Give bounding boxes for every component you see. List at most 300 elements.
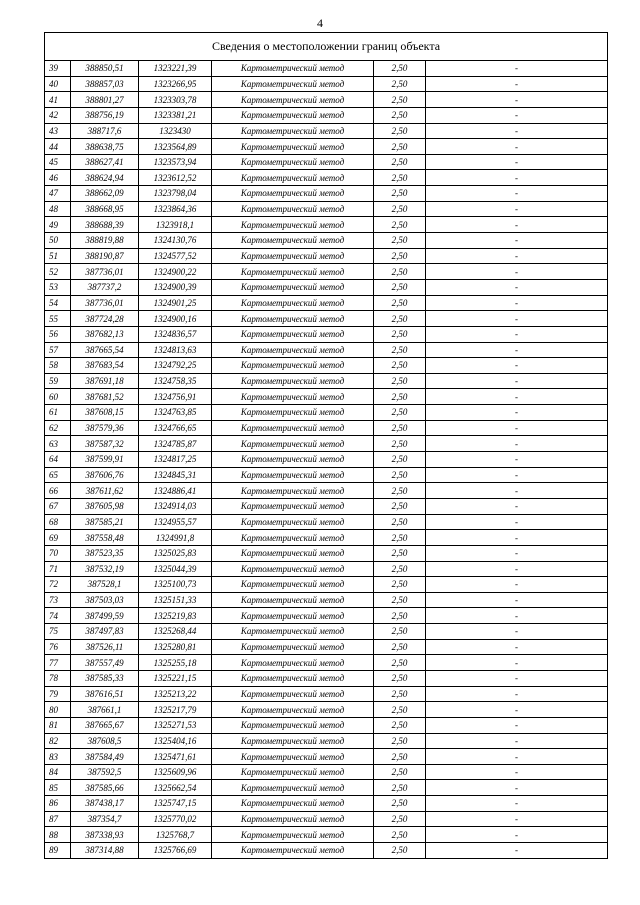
y-coordinate-cell: 1324901,25 xyxy=(139,295,212,311)
method-cell: Картометрический метод xyxy=(212,843,374,859)
table-row xyxy=(45,405,608,421)
y-coordinate-cell: 1325151,33 xyxy=(139,592,212,608)
description-cell: - xyxy=(426,498,608,514)
method-cell: Картометрический метод xyxy=(212,92,374,108)
method-cell: Картометрический метод xyxy=(212,279,374,295)
method-cell: Картометрический метод xyxy=(212,702,374,718)
table-row xyxy=(45,827,608,843)
table-row xyxy=(45,561,608,577)
point-number-cell: 50 xyxy=(45,233,71,249)
point-number-cell: 68 xyxy=(45,514,71,530)
description-cell: - xyxy=(426,764,608,780)
point-number-cell: 72 xyxy=(45,577,71,593)
precision-cell: 2,50 xyxy=(374,76,426,92)
description-cell: - xyxy=(426,373,608,389)
x-coordinate-cell: 387599,91 xyxy=(71,452,139,468)
method-cell: Картометрический метод xyxy=(212,139,374,155)
x-coordinate-cell: 388857,03 xyxy=(71,76,139,92)
point-number-cell: 69 xyxy=(45,530,71,546)
x-coordinate-cell: 387608,15 xyxy=(71,405,139,421)
method-cell: Картометрический метод xyxy=(212,827,374,843)
point-number-cell: 48 xyxy=(45,201,71,217)
y-coordinate-cell: 1324766,65 xyxy=(139,420,212,436)
method-cell: Картометрический метод xyxy=(212,796,374,812)
point-number-cell: 73 xyxy=(45,592,71,608)
precision-cell: 2,50 xyxy=(374,717,426,733)
table-row xyxy=(45,436,608,452)
precision-cell: 2,50 xyxy=(374,358,426,374)
y-coordinate-cell: 1325100,73 xyxy=(139,577,212,593)
y-coordinate-cell: 1325404,16 xyxy=(139,733,212,749)
x-coordinate-cell: 387526,11 xyxy=(71,639,139,655)
description-cell: - xyxy=(426,420,608,436)
table-row xyxy=(45,624,608,640)
section-title: Сведения о местоположении границ объекта xyxy=(45,33,608,61)
point-number-cell: 40 xyxy=(45,76,71,92)
precision-cell: 2,50 xyxy=(374,389,426,405)
y-coordinate-cell: 1324900,16 xyxy=(139,311,212,327)
point-number-cell: 57 xyxy=(45,342,71,358)
description-cell: - xyxy=(426,577,608,593)
description-cell: - xyxy=(426,483,608,499)
method-cell: Картометрический метод xyxy=(212,170,374,186)
x-coordinate-cell: 388190,87 xyxy=(71,248,139,264)
precision-cell: 2,50 xyxy=(374,123,426,139)
x-coordinate-cell: 388688,39 xyxy=(71,217,139,233)
point-number-cell: 83 xyxy=(45,749,71,765)
table-row xyxy=(45,139,608,155)
y-coordinate-cell: 1323221,39 xyxy=(139,61,212,77)
x-coordinate-cell: 387532,19 xyxy=(71,561,139,577)
table-row xyxy=(45,233,608,249)
precision-cell: 2,50 xyxy=(374,655,426,671)
table-body xyxy=(45,61,608,859)
table-row xyxy=(45,717,608,733)
y-coordinate-cell: 1325747,15 xyxy=(139,796,212,812)
table-row xyxy=(45,170,608,186)
x-coordinate-cell: 387579,36 xyxy=(71,420,139,436)
table-row xyxy=(45,670,608,686)
description-cell: - xyxy=(426,843,608,859)
y-coordinate-cell: 1323266,95 xyxy=(139,76,212,92)
table-row xyxy=(45,608,608,624)
x-coordinate-cell: 387608,5 xyxy=(71,733,139,749)
x-coordinate-cell: 387438,17 xyxy=(71,796,139,812)
x-coordinate-cell: 387665,54 xyxy=(71,342,139,358)
description-cell: - xyxy=(426,749,608,765)
y-coordinate-cell: 1324900,22 xyxy=(139,264,212,280)
x-coordinate-cell: 388819,88 xyxy=(71,233,139,249)
precision-cell: 2,50 xyxy=(374,733,426,749)
y-coordinate-cell: 1325768,7 xyxy=(139,827,212,843)
table-row xyxy=(45,279,608,295)
method-cell: Картометрический метод xyxy=(212,467,374,483)
x-coordinate-cell: 388801,27 xyxy=(71,92,139,108)
table-row xyxy=(45,811,608,827)
method-cell: Картометрический метод xyxy=(212,295,374,311)
description-cell: - xyxy=(426,796,608,812)
point-number-cell: 74 xyxy=(45,608,71,624)
point-number-cell: 62 xyxy=(45,420,71,436)
description-cell: - xyxy=(426,123,608,139)
x-coordinate-cell: 387683,54 xyxy=(71,358,139,374)
precision-cell: 2,50 xyxy=(374,201,426,217)
x-coordinate-cell: 387497,83 xyxy=(71,624,139,640)
point-number-cell: 79 xyxy=(45,686,71,702)
table-row xyxy=(45,92,608,108)
method-cell: Картометрический метод xyxy=(212,358,374,374)
method-cell: Картометрический метод xyxy=(212,749,374,765)
method-cell: Картометрический метод xyxy=(212,780,374,796)
table-row xyxy=(45,373,608,389)
precision-cell: 2,50 xyxy=(374,467,426,483)
y-coordinate-cell: 1324813,63 xyxy=(139,342,212,358)
precision-cell: 2,50 xyxy=(374,827,426,843)
x-coordinate-cell: 387338,93 xyxy=(71,827,139,843)
point-number-cell: 60 xyxy=(45,389,71,405)
table-row xyxy=(45,686,608,702)
point-number-cell: 41 xyxy=(45,92,71,108)
point-number-cell: 89 xyxy=(45,843,71,859)
table-row xyxy=(45,733,608,749)
x-coordinate-cell: 388717,6 xyxy=(71,123,139,139)
precision-cell: 2,50 xyxy=(374,373,426,389)
x-coordinate-cell: 387557,49 xyxy=(71,655,139,671)
method-cell: Картометрический метод xyxy=(212,811,374,827)
point-number-cell: 70 xyxy=(45,545,71,561)
description-cell: - xyxy=(426,92,608,108)
point-number-cell: 42 xyxy=(45,107,71,123)
method-cell: Картометрический метод xyxy=(212,655,374,671)
method-cell: Картометрический метод xyxy=(212,624,374,640)
table-row xyxy=(45,530,608,546)
table-row xyxy=(45,326,608,342)
x-coordinate-cell: 388668,95 xyxy=(71,201,139,217)
table-row xyxy=(45,311,608,327)
point-number-cell: 58 xyxy=(45,358,71,374)
y-coordinate-cell: 1324845,31 xyxy=(139,467,212,483)
description-cell: - xyxy=(426,248,608,264)
method-cell: Картометрический метод xyxy=(212,233,374,249)
y-coordinate-cell: 1323864,36 xyxy=(139,201,212,217)
x-coordinate-cell: 387681,52 xyxy=(71,389,139,405)
y-coordinate-cell: 1323918,1 xyxy=(139,217,212,233)
precision-cell: 2,50 xyxy=(374,670,426,686)
description-cell: - xyxy=(426,592,608,608)
table-row xyxy=(45,107,608,123)
precision-cell: 2,50 xyxy=(374,61,426,77)
point-number-cell: 66 xyxy=(45,483,71,499)
table-row xyxy=(45,201,608,217)
point-number-cell: 65 xyxy=(45,467,71,483)
x-coordinate-cell: 388624,94 xyxy=(71,170,139,186)
y-coordinate-cell: 1324914,03 xyxy=(139,498,212,514)
precision-cell: 2,50 xyxy=(374,639,426,655)
description-cell: - xyxy=(426,279,608,295)
precision-cell: 2,50 xyxy=(374,186,426,202)
y-coordinate-cell: 1323573,94 xyxy=(139,154,212,170)
y-coordinate-cell: 1323612,52 xyxy=(139,170,212,186)
table-row xyxy=(45,358,608,374)
precision-cell: 2,50 xyxy=(374,686,426,702)
description-cell: - xyxy=(426,436,608,452)
x-coordinate-cell: 387736,01 xyxy=(71,295,139,311)
precision-cell: 2,50 xyxy=(374,295,426,311)
point-number-cell: 88 xyxy=(45,827,71,843)
y-coordinate-cell: 1324886,41 xyxy=(139,483,212,499)
description-cell: - xyxy=(426,686,608,702)
y-coordinate-cell: 1323564,89 xyxy=(139,139,212,155)
precision-cell: 2,50 xyxy=(374,843,426,859)
description-cell: - xyxy=(426,639,608,655)
point-number-cell: 47 xyxy=(45,186,71,202)
precision-cell: 2,50 xyxy=(374,436,426,452)
y-coordinate-cell: 1325271,53 xyxy=(139,717,212,733)
method-cell: Картометрический метод xyxy=(212,76,374,92)
table-row xyxy=(45,186,608,202)
point-number-cell: 86 xyxy=(45,796,71,812)
method-cell: Картометрический метод xyxy=(212,326,374,342)
precision-cell: 2,50 xyxy=(374,561,426,577)
y-coordinate-cell: 1324785,87 xyxy=(139,436,212,452)
point-number-cell: 39 xyxy=(45,61,71,77)
method-cell: Картометрический метод xyxy=(212,61,374,77)
x-coordinate-cell: 388627,41 xyxy=(71,154,139,170)
method-cell: Картометрический метод xyxy=(212,452,374,468)
method-cell: Картометрический метод xyxy=(212,717,374,733)
description-cell: - xyxy=(426,702,608,718)
precision-cell: 2,50 xyxy=(374,233,426,249)
description-cell: - xyxy=(426,827,608,843)
boundary-coordinates-table xyxy=(44,32,608,859)
precision-cell: 2,50 xyxy=(374,811,426,827)
method-cell: Картометрический метод xyxy=(212,311,374,327)
point-number-cell: 71 xyxy=(45,561,71,577)
description-cell: - xyxy=(426,61,608,77)
point-number-cell: 84 xyxy=(45,764,71,780)
point-number-cell: 80 xyxy=(45,702,71,718)
precision-cell: 2,50 xyxy=(374,326,426,342)
method-cell: Картометрический метод xyxy=(212,530,374,546)
table-row xyxy=(45,61,608,77)
table-row xyxy=(45,342,608,358)
x-coordinate-cell: 387724,28 xyxy=(71,311,139,327)
method-cell: Картометрический метод xyxy=(212,436,374,452)
point-number-cell: 43 xyxy=(45,123,71,139)
x-coordinate-cell: 387606,76 xyxy=(71,467,139,483)
precision-cell: 2,50 xyxy=(374,545,426,561)
precision-cell: 2,50 xyxy=(374,154,426,170)
method-cell: Картометрический метод xyxy=(212,264,374,280)
point-number-cell: 44 xyxy=(45,139,71,155)
description-cell: - xyxy=(426,545,608,561)
description-cell: - xyxy=(426,717,608,733)
precision-cell: 2,50 xyxy=(374,279,426,295)
x-coordinate-cell: 387611,62 xyxy=(71,483,139,499)
precision-cell: 2,50 xyxy=(374,264,426,280)
precision-cell: 2,50 xyxy=(374,592,426,608)
precision-cell: 2,50 xyxy=(374,107,426,123)
table-row xyxy=(45,639,608,655)
table-row xyxy=(45,389,608,405)
precision-cell: 2,50 xyxy=(374,248,426,264)
precision-cell: 2,50 xyxy=(374,749,426,765)
table-row xyxy=(45,796,608,812)
table-row xyxy=(45,123,608,139)
y-coordinate-cell: 1324758,35 xyxy=(139,373,212,389)
precision-cell: 2,50 xyxy=(374,452,426,468)
precision-cell: 2,50 xyxy=(374,624,426,640)
precision-cell: 2,50 xyxy=(374,608,426,624)
description-cell: - xyxy=(426,561,608,577)
method-cell: Картометрический метод xyxy=(212,405,374,421)
point-number-cell: 87 xyxy=(45,811,71,827)
y-coordinate-cell: 1325609,96 xyxy=(139,764,212,780)
precision-cell: 2,50 xyxy=(374,530,426,546)
y-coordinate-cell: 1324756,91 xyxy=(139,389,212,405)
method-cell: Картометрический метод xyxy=(212,420,374,436)
precision-cell: 2,50 xyxy=(374,577,426,593)
description-cell: - xyxy=(426,233,608,249)
table-row xyxy=(45,749,608,765)
x-coordinate-cell: 388850,51 xyxy=(71,61,139,77)
precision-cell: 2,50 xyxy=(374,764,426,780)
method-cell: Картометрический метод xyxy=(212,123,374,139)
method-cell: Картометрический метод xyxy=(212,670,374,686)
point-number-cell: 45 xyxy=(45,154,71,170)
description-cell: - xyxy=(426,170,608,186)
y-coordinate-cell: 1325770,02 xyxy=(139,811,212,827)
table-row xyxy=(45,514,608,530)
point-number-cell: 61 xyxy=(45,405,71,421)
point-number-cell: 67 xyxy=(45,498,71,514)
point-number-cell: 63 xyxy=(45,436,71,452)
x-coordinate-cell: 387585,33 xyxy=(71,670,139,686)
point-number-cell: 53 xyxy=(45,279,71,295)
x-coordinate-cell: 387587,32 xyxy=(71,436,139,452)
y-coordinate-cell: 1324955,57 xyxy=(139,514,212,530)
description-cell: - xyxy=(426,405,608,421)
x-coordinate-cell: 387661,1 xyxy=(71,702,139,718)
description-cell: - xyxy=(426,264,608,280)
description-cell: - xyxy=(426,217,608,233)
description-cell: - xyxy=(426,186,608,202)
method-cell: Картометрический метод xyxy=(212,389,374,405)
description-cell: - xyxy=(426,670,608,686)
y-coordinate-cell: 1325471,61 xyxy=(139,749,212,765)
method-cell: Картометрический метод xyxy=(212,545,374,561)
description-cell: - xyxy=(426,624,608,640)
y-coordinate-cell: 1324792,25 xyxy=(139,358,212,374)
x-coordinate-cell: 387314,88 xyxy=(71,843,139,859)
y-coordinate-cell: 1324817,25 xyxy=(139,452,212,468)
description-cell: - xyxy=(426,154,608,170)
precision-cell: 2,50 xyxy=(374,311,426,327)
description-cell: - xyxy=(426,780,608,796)
point-number-cell: 52 xyxy=(45,264,71,280)
y-coordinate-cell: 1324763,85 xyxy=(139,405,212,421)
precision-cell: 2,50 xyxy=(374,405,426,421)
method-cell: Картометрический метод xyxy=(212,186,374,202)
method-cell: Картометрический метод xyxy=(212,201,374,217)
x-coordinate-cell: 387605,98 xyxy=(71,498,139,514)
description-cell: - xyxy=(426,514,608,530)
y-coordinate-cell: 1325268,44 xyxy=(139,624,212,640)
point-number-cell: 82 xyxy=(45,733,71,749)
table-row xyxy=(45,843,608,859)
description-cell: - xyxy=(426,295,608,311)
table-row xyxy=(45,264,608,280)
precision-cell: 2,50 xyxy=(374,514,426,530)
x-coordinate-cell: 387499,59 xyxy=(71,608,139,624)
method-cell: Картометрический метод xyxy=(212,217,374,233)
x-coordinate-cell: 387682,13 xyxy=(71,326,139,342)
y-coordinate-cell: 1323381,21 xyxy=(139,107,212,123)
description-cell: - xyxy=(426,452,608,468)
point-number-cell: 77 xyxy=(45,655,71,671)
x-coordinate-cell: 388638,75 xyxy=(71,139,139,155)
description-cell: - xyxy=(426,530,608,546)
y-coordinate-cell: 1325025,83 xyxy=(139,545,212,561)
y-coordinate-cell: 1325255,18 xyxy=(139,655,212,671)
table-row xyxy=(45,498,608,514)
description-cell: - xyxy=(426,608,608,624)
x-coordinate-cell: 387558,48 xyxy=(71,530,139,546)
table-row xyxy=(45,780,608,796)
x-coordinate-cell: 387585,66 xyxy=(71,780,139,796)
precision-cell: 2,50 xyxy=(374,780,426,796)
description-cell: - xyxy=(426,139,608,155)
description-cell: - xyxy=(426,389,608,405)
point-number-cell: 85 xyxy=(45,780,71,796)
description-cell: - xyxy=(426,76,608,92)
precision-cell: 2,50 xyxy=(374,217,426,233)
method-cell: Картометрический метод xyxy=(212,498,374,514)
precision-cell: 2,50 xyxy=(374,420,426,436)
y-coordinate-cell: 1325217,79 xyxy=(139,702,212,718)
x-coordinate-cell: 387691,18 xyxy=(71,373,139,389)
description-cell: - xyxy=(426,811,608,827)
x-coordinate-cell: 387584,49 xyxy=(71,749,139,765)
table-row xyxy=(45,154,608,170)
point-number-cell: 81 xyxy=(45,717,71,733)
y-coordinate-cell: 1325213,22 xyxy=(139,686,212,702)
y-coordinate-cell: 1324991,8 xyxy=(139,530,212,546)
method-cell: Картометрический метод xyxy=(212,373,374,389)
description-cell: - xyxy=(426,733,608,749)
method-cell: Картометрический метод xyxy=(212,483,374,499)
x-coordinate-cell: 387616,51 xyxy=(71,686,139,702)
method-cell: Картометрический метод xyxy=(212,686,374,702)
table-row xyxy=(45,467,608,483)
point-number-cell: 54 xyxy=(45,295,71,311)
x-coordinate-cell: 387528,1 xyxy=(71,577,139,593)
y-coordinate-cell: 1324577,52 xyxy=(139,248,212,264)
table-row xyxy=(45,452,608,468)
x-coordinate-cell: 387585,21 xyxy=(71,514,139,530)
description-cell: - xyxy=(426,326,608,342)
x-coordinate-cell: 387503,03 xyxy=(71,592,139,608)
y-coordinate-cell: 1323430 xyxy=(139,123,212,139)
y-coordinate-cell: 1324130,76 xyxy=(139,233,212,249)
method-cell: Картометрический метод xyxy=(212,107,374,123)
y-coordinate-cell: 1324836,57 xyxy=(139,326,212,342)
x-coordinate-cell: 388662,09 xyxy=(71,186,139,202)
description-cell: - xyxy=(426,201,608,217)
x-coordinate-cell: 388756,19 xyxy=(71,107,139,123)
y-coordinate-cell: 1325766,69 xyxy=(139,843,212,859)
y-coordinate-cell: 1325044,39 xyxy=(139,561,212,577)
